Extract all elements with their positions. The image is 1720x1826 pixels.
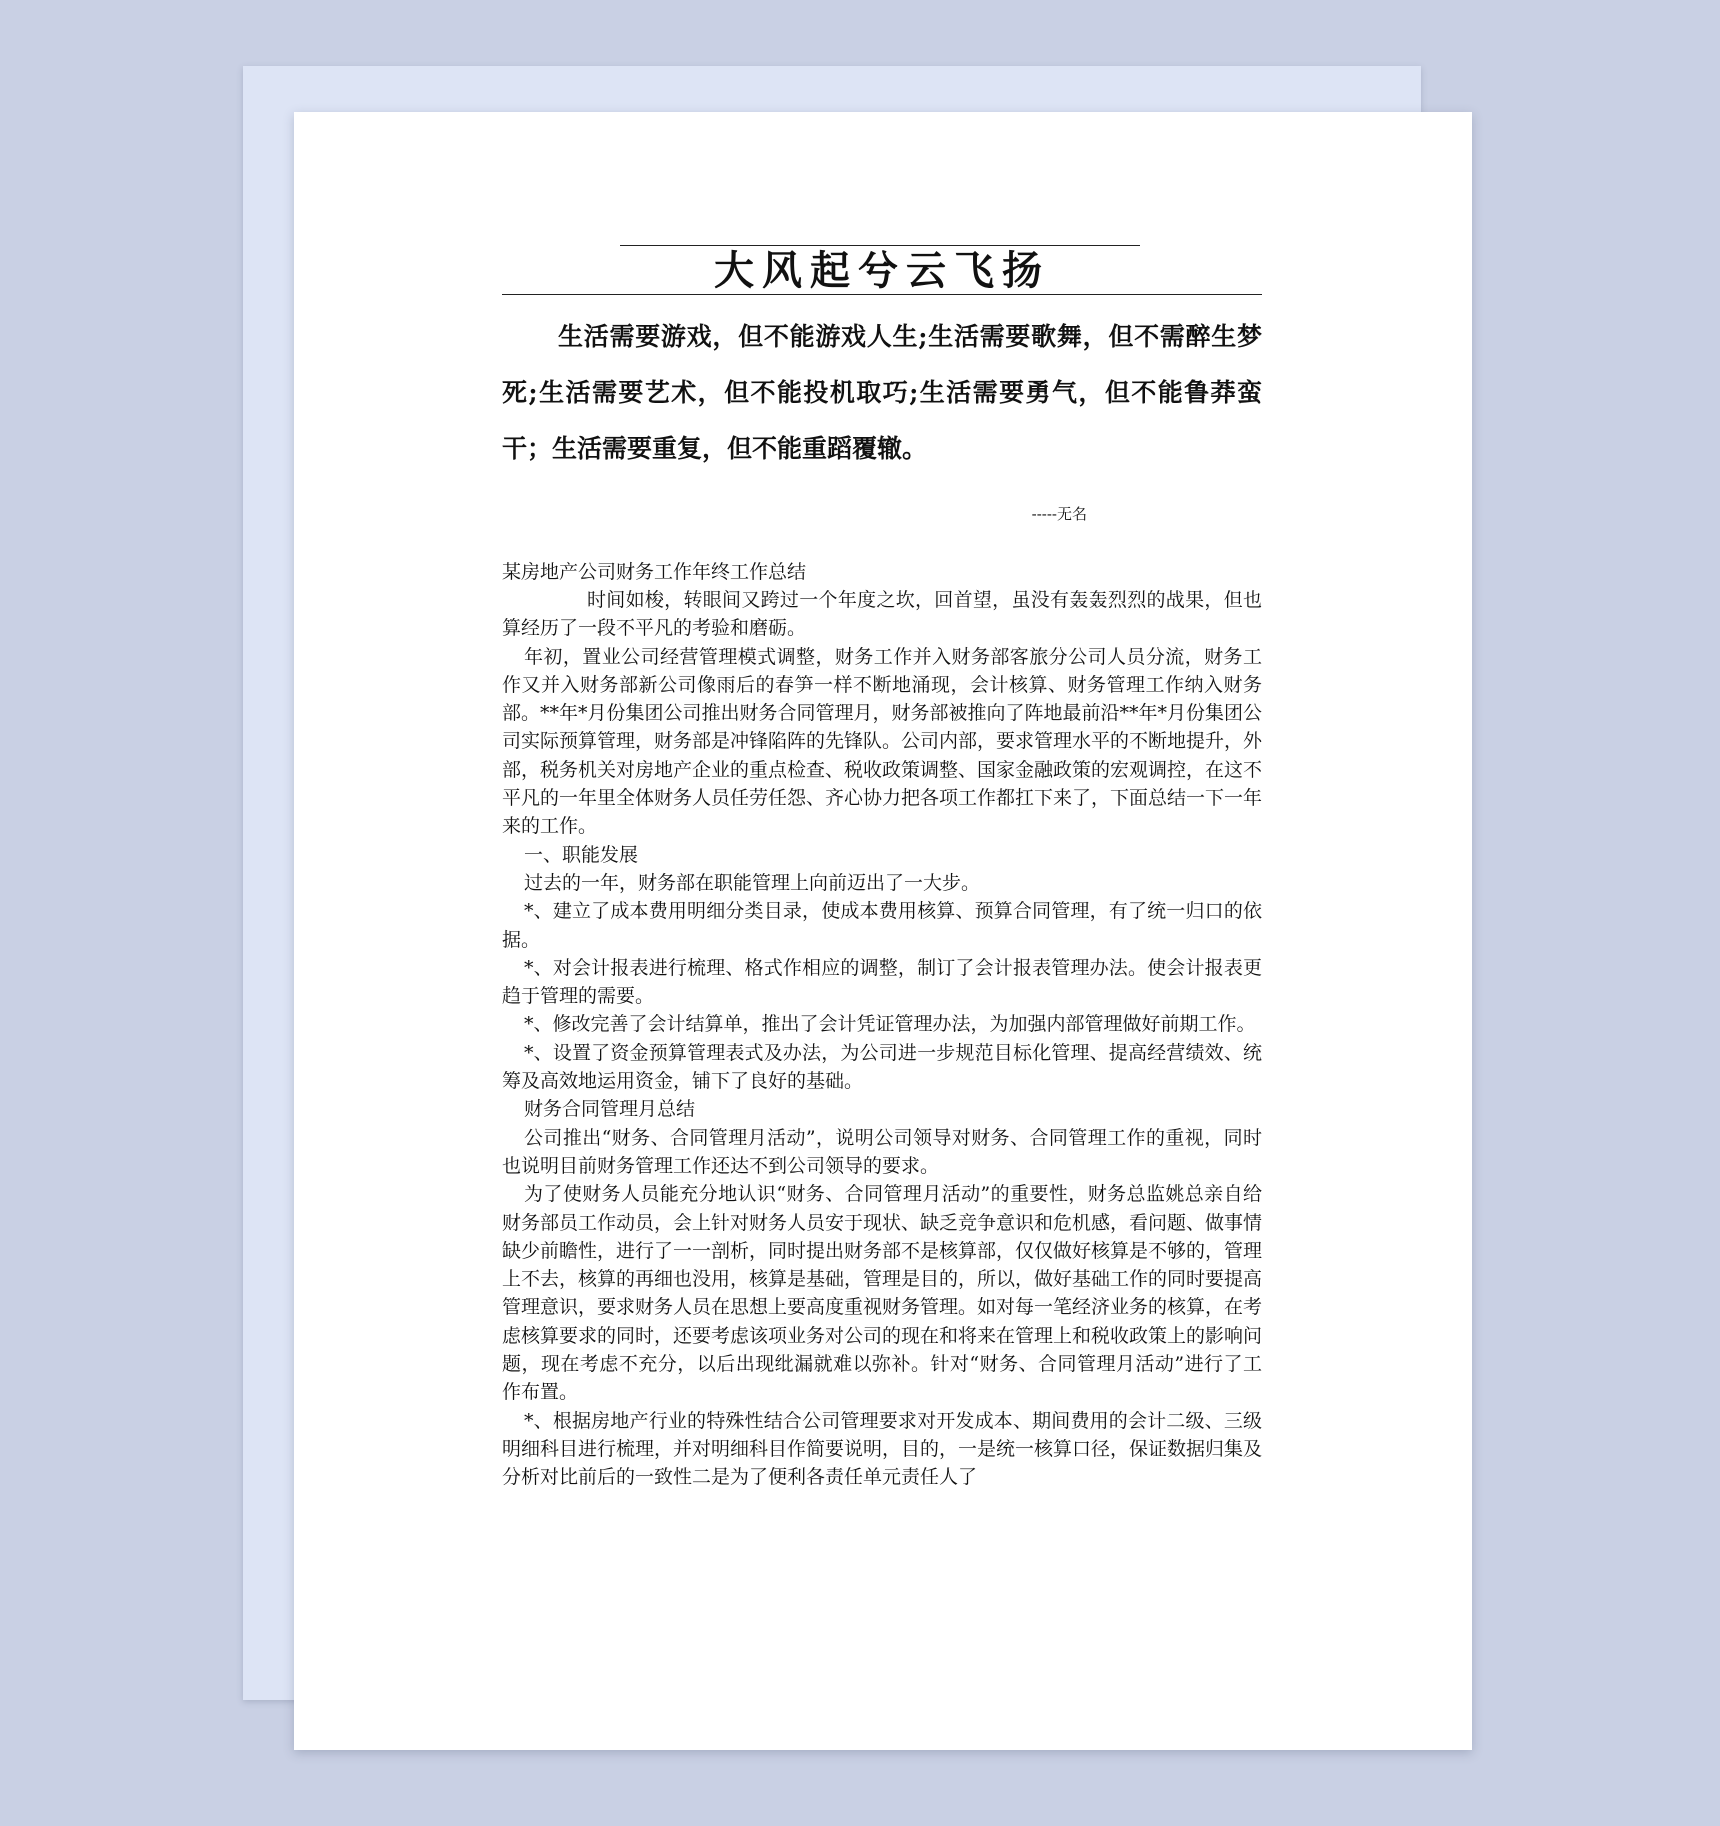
document-page <box>294 112 1472 1750</box>
section-heading: 财务合同管理月总结 <box>524 1098 696 1121</box>
epigraph-quote: 生活需要游戏，但不能游戏人生;生活需要歌舞，但不需醉生梦死;生活需要艺术，但不能投机取巧;生活需要勇气，但不能鲁莽蛮干；生活需要重复，但不能重蹈覆辙。 <box>502 322 1262 463</box>
body-paragraph: 时间如梭，转眼间又跨过一个年度之坎，回首望，虽没有轰轰烈烈的战果，但也算经历了一段不平凡的考验和磨砺。 <box>502 589 1262 640</box>
section-heading: 一、职能发展 <box>524 843 639 866</box>
list-item: *、对会计报表进行梳理、格式作相应的调整，制订了会计报表管理办法。使会计报表更趋于管理的需要。 <box>502 956 1262 1008</box>
title-rule-top <box>620 245 1140 246</box>
document-content <box>502 245 1262 1492</box>
body-paragraph: 公司推出“财务、合同管理月活动”，说明公司领导对财务、合同管理工作的重视，同时也说明目前财务管理工作还达不到公司领导的要求。 <box>502 1126 1262 1177</box>
list-item: *、修改完善了会计结算单，推出了会计凭证管理办法，为加强内部管理做好前期工作。 <box>524 1013 1256 1036</box>
title-block <box>502 245 1262 295</box>
document-title: 大风起兮云飞扬 <box>714 247 1050 294</box>
list-item: *、根据房地产行业的特殊性结合公司管理要求对开发成本、期间费用的会计二级、三级明细科目进行梳理，并对明细科目作简要说明，目的，一是统一核算口径，保证数据归集及分析对比前后的一致性二是为了便利各责任单元责任人了 <box>502 1409 1263 1489</box>
body-paragraph: 年初，置业公司经营管理模式调整，财务工作并入财务部客旅分公司人员分流，财务工作又并入财务部新公司像雨后的春笋一样不断地涌现，会计核算、财务管理工作纳入财务部。**年*月份集团公司推出财务合同管理月，财务部被推向了阵地最前沿**年*月份集团公司实际预算管理，财务部是冲锋陷阵的先锋队。公司内部，要求管理水平的不断地提升，外部，税务机关对房地产企业的重点检查、税收政策调整、国家金融政策的宏观调控，在这不平凡的一年里全体财务人员任劳任怨、齐心协力把各项工作都扛下来了，下面总结一下一年来的工作。 <box>502 645 1263 838</box>
list-item: *、建立了成本费用明细分类目录，使成本费用核算、预算合同管理，有了统一归口的依据。 <box>502 900 1262 951</box>
epigraph-attribution: -----无名 <box>1031 505 1087 523</box>
document-heading: 某房地产公司财务工作年终工作总结 <box>502 561 807 583</box>
title-rule-bottom <box>502 294 1262 295</box>
list-item: *、设置了资金预算管理表式及办法，为公司进一步规范目标化管理、提高经营绩效、统筹及高效地运用资金，铺下了良好的基础。 <box>502 1041 1262 1093</box>
body-paragraph: 为了使财务人员能充分地认识“财务、合同管理月活动”的重要性，财务总监姚总亲自给财务部员工作动员，会上针对财务人员安于现状、缺乏竞争意识和危机感，看问题、做事情缺少前瞻性，进行了一一剖析，同时提出财务部不是核算部，仅仅做好核算是不够的，管理上不去，核算的再细也没用，核算是基础，管理是目的，所以，做好基础工作的同时要提高管理意识，要求财务人员在思想上要高度重视财务管理。如对每一笔经济业务的核算，在考虑核算要求的同时，还要考虑该项业务对公司的现在和将来在管理上和税收政策上的影响问题，现在考虑不充分，以后出现纰漏就难以弥补。针对“财务、合同管理月活动”进行了工作布置。 <box>502 1183 1263 1404</box>
body-paragraph: 过去的一年，财务部在职能管理上向前迈出了一大步。 <box>524 871 981 894</box>
